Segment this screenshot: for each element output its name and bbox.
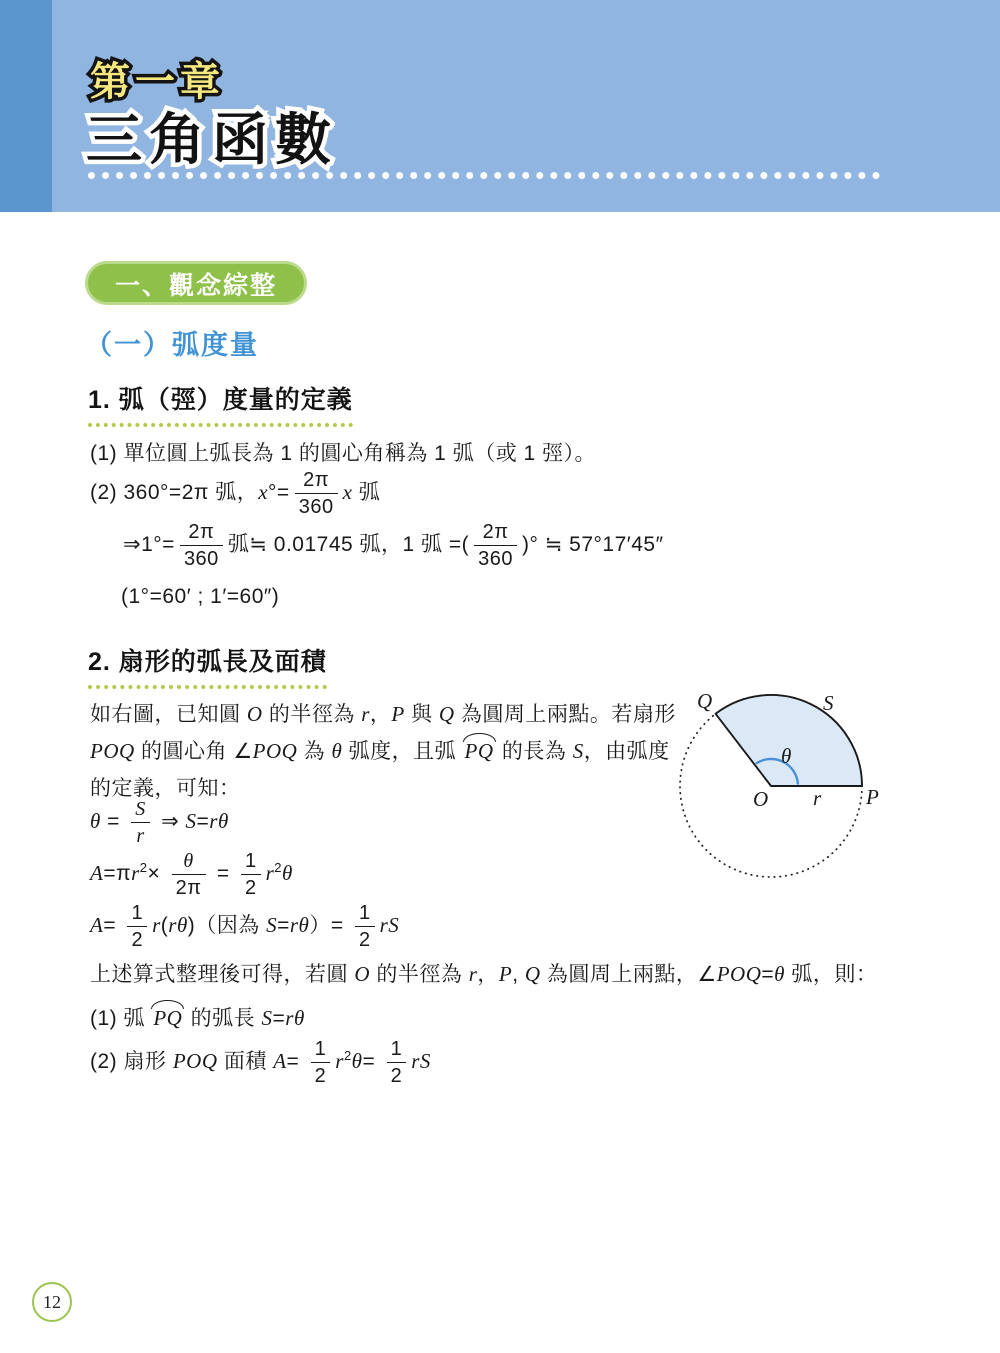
page-number: 12 [43, 1291, 61, 1312]
chapter-title: 三角函數 [86, 108, 338, 171]
topic1-title: 1. 弧（弳）度量的定義 [88, 380, 353, 427]
topic2-formula3: A= $\frac{1}{2}$ r(rθ)（因為 S=rθ）= $\frac{1}{2}$ rS [90, 902, 400, 951]
sector-diagram [655, 675, 895, 890]
page-number-badge [32, 1282, 72, 1322]
header-dotted-rule [88, 172, 880, 179]
label-r: r [813, 786, 822, 810]
header-side-strip [0, 0, 52, 212]
label-q: Q [697, 689, 713, 713]
concept-summary-badge: 一、觀念綜整 [85, 261, 307, 305]
topic2-formula1: θ = $\frac{S}{r}$ ⇒ S=rθ [90, 798, 229, 847]
label-s: S [823, 691, 834, 715]
subsection-heading: （一）弧度量 [85, 330, 259, 360]
topic2-para-line3: 的定義，可知： [90, 777, 241, 800]
label-theta: θ [781, 744, 792, 768]
topic1-item1: (1) 單位圓上弧長為 1 的圓心角稱為 1 弧（或 1 弳）。 [90, 442, 597, 465]
topic2-para2: 上述算式整理後可得，若圓 O 的半徑為 r，P, Q 為圓周上兩點，∠POQ=θ 弧，則： [90, 962, 878, 986]
topic2-item2: (2) 扇形 POQ 面積 A= $\frac{1}{2}$ $r^2\theta=$ $\frac{1}{2}$ rS [90, 1038, 431, 1087]
chapter-header [0, 0, 1000, 212]
label-o: O [753, 787, 769, 811]
topic2-para-line2: POQ 的圓心角 ∠POQ 為 θ 弧度，且弧 PQ 的長為 S，由弧度 [90, 739, 670, 763]
topic2-formula2: $A=\pi r^2\times$ $\frac{\theta}{2\pi}$ = $\frac{1}{2}$ $r^2\theta$ [90, 850, 293, 899]
topic1-item2: (2) 360°=2π 弧，x°= $\frac{2\pi}{360}$ x 弧 [90, 469, 381, 518]
chapter-number: 第一章 [90, 60, 225, 104]
topic2-title: 2. 扇形的弧長及面積 [88, 642, 327, 689]
topic2-item1: (1) 弧 PQ 的弧長 S=rθ [90, 1006, 305, 1030]
topic1-line3: ⇒1°= $\frac{2\pi}{360}$ 弧≒ 0.01745 弧，1 弧 =( $\frac{2\pi}{360}$ )° ≒ 57°17′45″ [123, 521, 664, 570]
label-p: P [866, 785, 879, 809]
topic1-line4: (1°=60′ ; 1′=60″) [121, 585, 280, 608]
sector-poq [716, 695, 862, 786]
topic2-para-line1: 如右圖，已知圓 O 的半徑為 r，P 與 Q 為圓周上兩點。若扇形 [90, 702, 676, 726]
